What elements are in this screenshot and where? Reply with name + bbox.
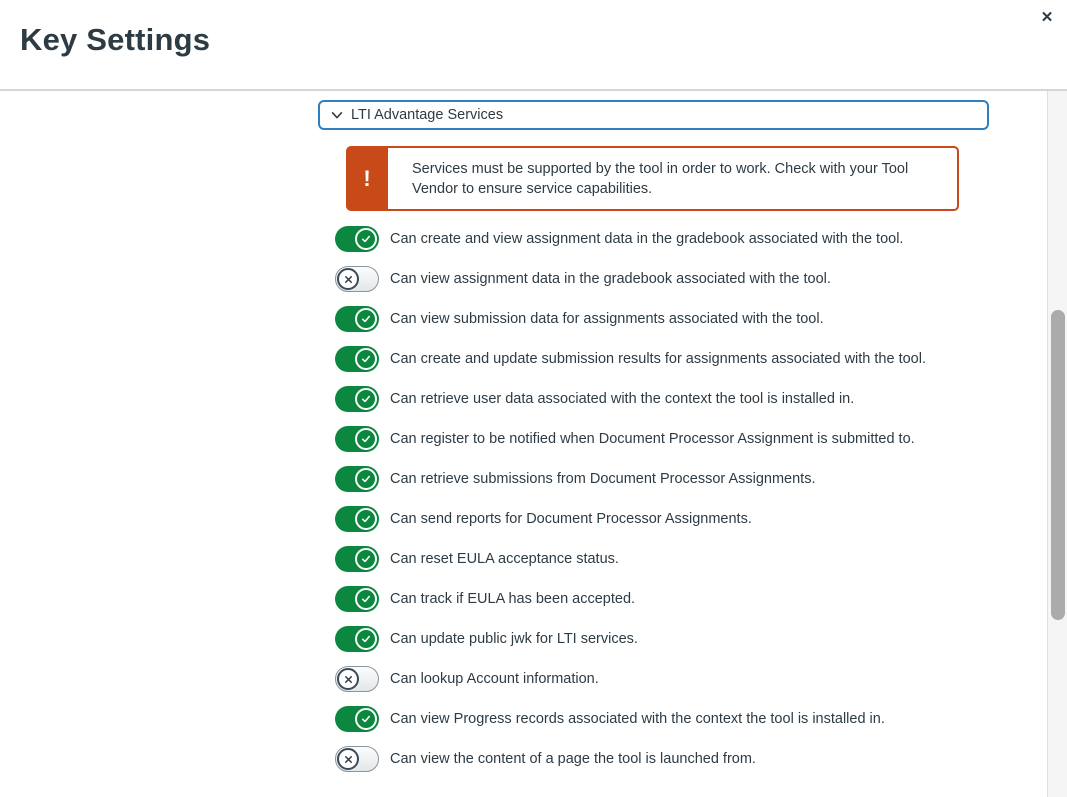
- service-row: [335, 659, 995, 699]
- warning-icon: !: [346, 146, 388, 211]
- service-row: [335, 699, 995, 739]
- service-row: [335, 739, 995, 779]
- service-label: Can register to be notified when Document Processor Assignment is submitted to.: [390, 431, 915, 447]
- service-toggle[interactable]: [335, 506, 379, 532]
- page-title: Key Settings: [20, 22, 211, 57]
- x-icon: [343, 754, 354, 765]
- service-toggle[interactable]: [335, 546, 379, 572]
- service-label: Can retrieve user data associated with the context the tool is installed in.: [390, 391, 855, 407]
- service-label: Can create and view assignment data in the gradebook associated with the tool.: [390, 231, 904, 247]
- check-icon: [360, 353, 372, 365]
- service-label: Can create and update submission results for assignments associated with the tool.: [390, 351, 926, 367]
- check-icon: [360, 633, 372, 645]
- service-row: [335, 419, 995, 459]
- modal-header: [0, 0, 1067, 91]
- warning-alert-message: Services must be supported by the tool in order to work. Check with your Tool Vendor to ensure service capabilities.: [412, 160, 909, 197]
- service-label: Can retrieve submissions from Document Processor Assignments.: [390, 471, 816, 487]
- service-toggle[interactable]: [335, 426, 379, 452]
- service-toggle[interactable]: [335, 586, 379, 612]
- service-row: [335, 299, 995, 339]
- service-row: [335, 459, 995, 499]
- check-icon: [360, 513, 372, 525]
- service-label: Can view the content of a page the tool is launched from.: [390, 751, 756, 767]
- warning-alert: [346, 146, 959, 211]
- scrollbar-thumb[interactable]: [1051, 310, 1065, 620]
- service-row: [335, 379, 995, 419]
- service-toggle[interactable]: [335, 706, 379, 732]
- service-label: Can view Progress records associated with the context the tool is installed in.: [390, 711, 885, 727]
- service-row: [335, 219, 995, 259]
- service-label: Can track if EULA has been accepted.: [390, 591, 636, 607]
- service-toggle[interactable]: [335, 266, 379, 292]
- check-icon: [360, 473, 372, 485]
- check-icon: [360, 593, 372, 605]
- service-toggle[interactable]: [335, 466, 379, 492]
- service-label: Can view assignment data in the gradebook associated with the tool.: [390, 271, 831, 287]
- section-title: LTI Advantage Services: [351, 107, 504, 123]
- x-icon: [343, 674, 354, 685]
- service-label: Can view submission data for assignments associated with the tool.: [390, 311, 824, 327]
- service-toggle[interactable]: [335, 666, 379, 692]
- service-row: [335, 539, 995, 579]
- vertical-scrollbar[interactable]: [1047, 91, 1067, 797]
- service-label: Can update public jwk for LTI services.: [390, 631, 638, 647]
- service-row: [335, 339, 995, 379]
- service-toggle[interactable]: [335, 626, 379, 652]
- check-icon: [360, 713, 372, 725]
- service-toggle[interactable]: [335, 746, 379, 772]
- check-icon: [360, 313, 372, 325]
- service-label: Can reset EULA acceptance status.: [390, 551, 619, 567]
- check-icon: [360, 553, 372, 565]
- service-toggle[interactable]: [335, 306, 379, 332]
- service-row: [335, 579, 995, 619]
- close-icon: ✕: [1040, 9, 1054, 26]
- service-row: [335, 619, 995, 659]
- service-label: Can lookup Account information.: [390, 671, 599, 687]
- check-icon: [360, 433, 372, 445]
- service-toggle[interactable]: [335, 346, 379, 372]
- section-toggle-lti-advantage-services[interactable]: [318, 100, 989, 130]
- service-toggle[interactable]: [335, 386, 379, 412]
- service-row: [335, 499, 995, 539]
- service-row: [335, 259, 995, 299]
- service-label: Can send reports for Document Processor Assignments.: [390, 511, 752, 527]
- chevron-down-icon: [330, 108, 344, 122]
- service-toggle[interactable]: [335, 226, 379, 252]
- x-icon: [343, 274, 354, 285]
- close-button[interactable]: [1035, 6, 1059, 30]
- check-icon: [360, 233, 372, 245]
- check-icon: [360, 393, 372, 405]
- services-list: [335, 219, 995, 779]
